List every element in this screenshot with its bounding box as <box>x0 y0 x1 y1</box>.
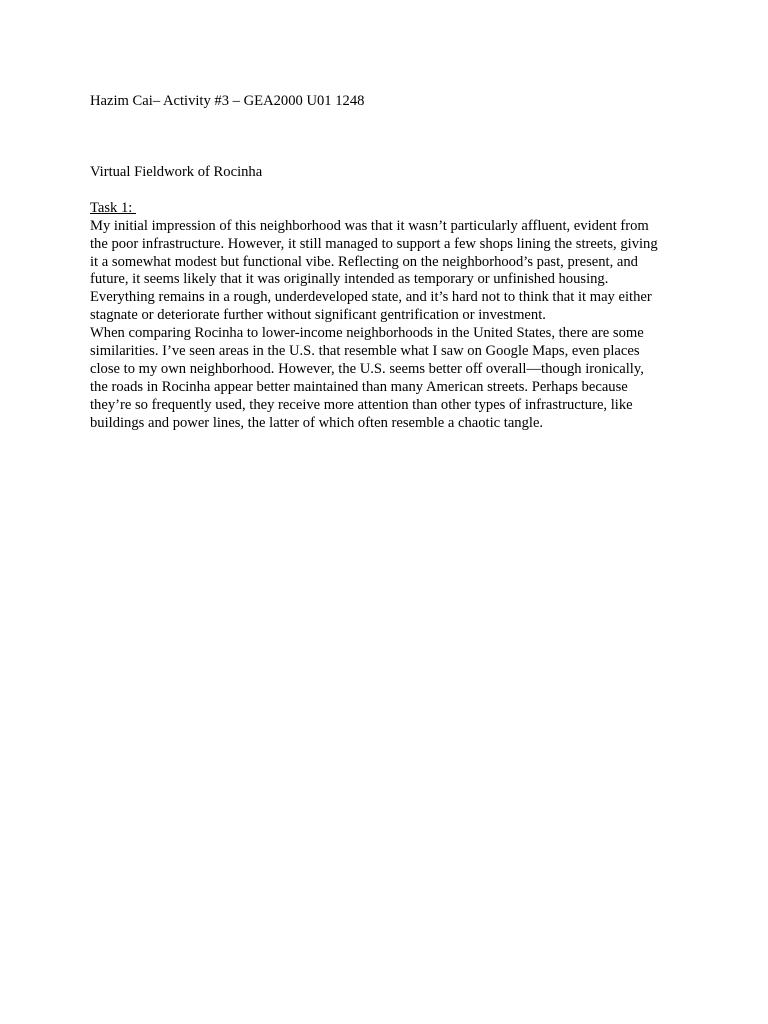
paragraph-line: it a somewhat modest but functional vibe. Reflecting on the neighborhood’s past, present, and <box>90 253 638 270</box>
paragraph-line: My initial impression of this neighborhood was that it wasn’t particularly affluent, evident from <box>90 217 649 234</box>
document-title: Virtual Fieldwork of Rocinha <box>90 163 263 180</box>
paragraph-line: the roads in Rocinha appear better maintained than many American streets. Perhaps because <box>90 378 628 395</box>
paragraph-line: similarities. I’ve seen areas in the U.S. that resemble what I saw on Google Maps, even places <box>90 343 640 360</box>
paragraph-line: close to my own neighborhood. However, the U.S. seems better off overall—though ironically, <box>90 360 644 377</box>
document-body <box>90 93 690 433</box>
paragraph-line: stagnate or deteriorate further without significant gentrification or investment. <box>90 307 546 324</box>
paragraph-line: they’re so frequently used, they receive more attention than other types of infrastructure, like <box>90 396 633 413</box>
paragraph-line: When comparing Rocinha to lower-income neighborhoods in the United States, there are some <box>90 325 644 342</box>
paragraph-line: Everything remains in a rough, underdeveloped state, and it’s hard not to think that it may either <box>90 289 652 306</box>
paragraph-impression <box>90 218 690 325</box>
paragraph-line: buildings and power lines, the latter of which often resemble a chaotic tangle. <box>90 414 544 431</box>
task-label: Task 1: <box>90 199 136 216</box>
paragraph-line: the poor infrastructure. However, it still managed to support a few shops lining the streets, giving <box>90 235 658 252</box>
document-header: Hazim Cai– Activity #3 – GEA2000 U01 1248 <box>90 93 365 109</box>
paragraph-line: future, it seems likely that it was originally intended as temporary or unfinished housing. <box>90 271 609 288</box>
paragraph-comparison <box>90 325 690 432</box>
